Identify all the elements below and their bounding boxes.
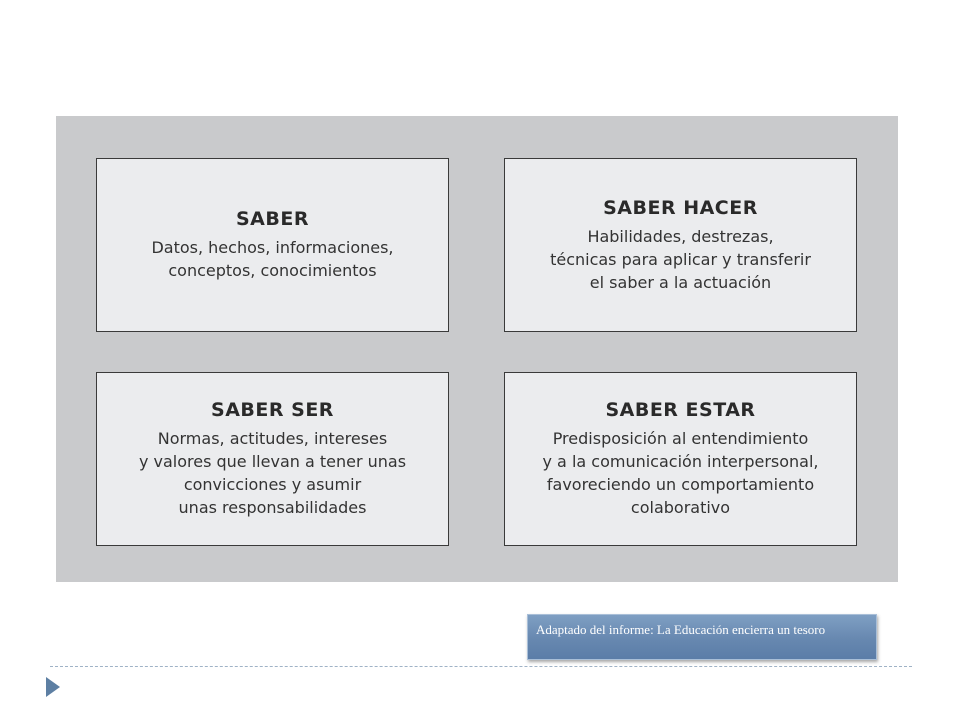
box-saber bbox=[96, 158, 449, 332]
source-caption: Adaptado del informe: La Educación encierra un tesoro bbox=[527, 614, 877, 660]
box-saber-estar-title: SABER ESTAR bbox=[605, 399, 756, 421]
box-saber-ser-title: SABER SER bbox=[211, 399, 334, 421]
diagram-panel bbox=[56, 116, 898, 582]
box-saber-ser-text: Normas, actitudes, intereses y valores que llevan a tener unas convicciones y asumir unas responsabilidades bbox=[138, 429, 407, 517]
box-saber-hacer bbox=[504, 158, 857, 332]
box-saber-text: Datos, hechos, informaciones, conceptos, conocimientos bbox=[151, 238, 394, 280]
footer-divider bbox=[50, 666, 912, 667]
box-saber-hacer-title: SABER HACER bbox=[603, 196, 758, 219]
box-saber-estar bbox=[504, 372, 857, 546]
box-saber-title: SABER bbox=[236, 208, 309, 230]
box-saber-ser bbox=[96, 372, 449, 546]
box-saber-hacer-text: Habilidades, destrezas, técnicas para aplicar y transferir el saber a la actuación bbox=[550, 226, 811, 292]
box-saber-estar-text: Predisposición al entendimiento y a la comunicación interpersonal, favoreciendo un comportamiento colaborativo bbox=[542, 429, 819, 517]
triangle-right-icon bbox=[46, 677, 60, 697]
